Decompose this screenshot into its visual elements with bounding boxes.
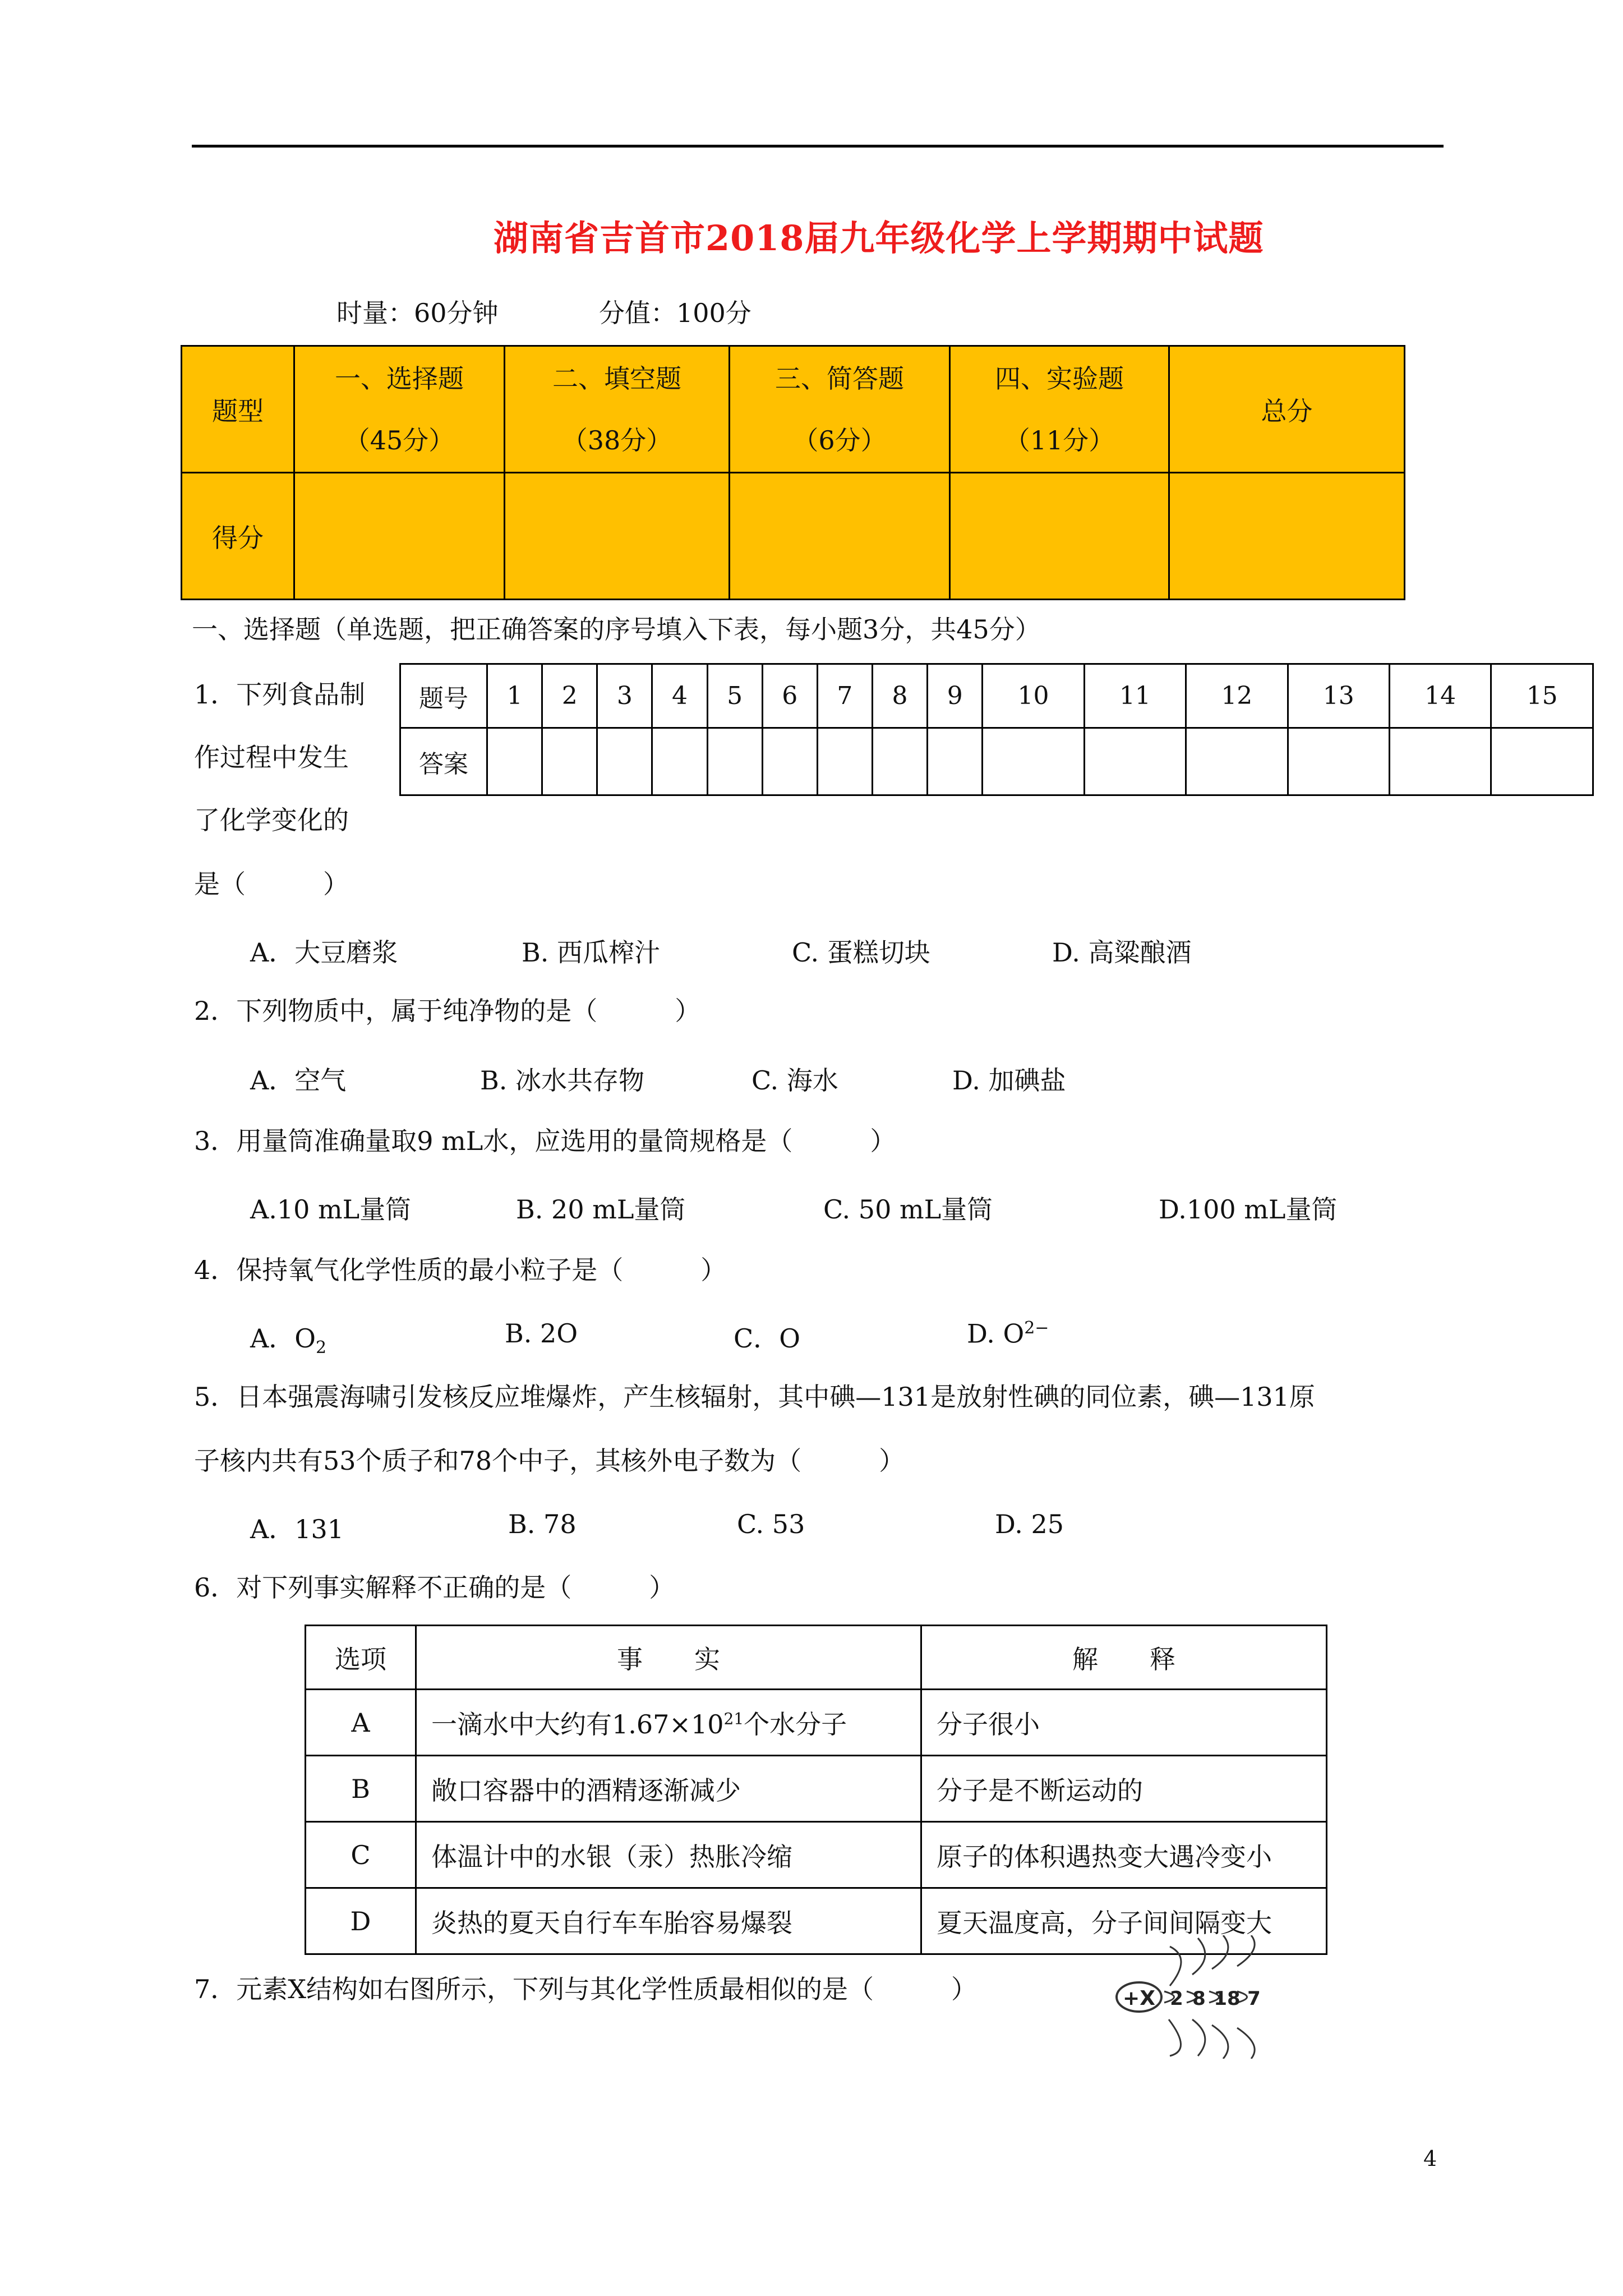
score-cell[interactable] — [294, 473, 505, 600]
answer-grid-number: 13 — [1288, 664, 1389, 728]
q6-row-explanation: 分子很小 — [921, 1690, 1327, 1756]
electron-shell-arc — [1192, 2019, 1205, 2056]
answer-grid-number: 10 — [983, 664, 1084, 728]
answer-grid-answer-label: 答案 — [400, 728, 487, 795]
q3-option-b: B. 20 mL量筒 — [516, 1194, 686, 1225]
q4-option-a-subscript: 2 — [315, 1338, 327, 1358]
header-rule — [192, 145, 1444, 148]
score-cell[interactable] — [1169, 473, 1405, 600]
answer-cell[interactable] — [1084, 728, 1186, 795]
answer-grid-number: 12 — [1186, 664, 1288, 728]
score-cell[interactable] — [730, 473, 950, 600]
electron-shell-arc — [1212, 1935, 1228, 1969]
q3-option-d: D.100 mL量筒 — [1159, 1194, 1338, 1225]
atom-shell-count: 2 — [1170, 1987, 1183, 2010]
q1-option-b: B. 西瓜榨汁 — [522, 937, 661, 968]
q3-option-a: A.10 mL量筒 — [250, 1194, 412, 1225]
q6-header-explanation: 解 释 — [921, 1626, 1327, 1690]
q1-line-1: 1．下列食品制 — [194, 679, 366, 710]
total-score: 分值：100分 — [599, 298, 751, 328]
q5-option-c: C. 53 — [737, 1509, 805, 1539]
answer-cell[interactable] — [928, 728, 983, 795]
q6-row-option: D — [306, 1888, 416, 1954]
score-table-col-total: 总分 — [1169, 346, 1405, 473]
answer-grid-number-label: 题号 — [400, 664, 487, 728]
atom-nucleus-label: +X — [1123, 1987, 1155, 2010]
atom-structure-diagram — [1108, 1935, 1321, 2059]
q6-row-option: B — [306, 1756, 416, 1822]
q4-option-a: A．$O_2$ — [250, 1323, 327, 1358]
answer-grid — [399, 663, 1594, 796]
q6-row-fact: 炎热的夏天自行车车胎容易爆裂 — [416, 1888, 921, 1954]
q6-row-explanation: 原子的体积遇热变大遇冷变小 — [921, 1822, 1327, 1888]
answer-grid-number: 14 — [1389, 664, 1491, 728]
q6-row-b — [306, 1756, 1327, 1822]
q1-option-c: C. 蛋糕切块 — [792, 937, 930, 968]
q2-option-d: D. 加碘盐 — [952, 1065, 1066, 1096]
q6-row-explanation: 分子是不断运动的 — [921, 1756, 1327, 1822]
answer-cell[interactable] — [1389, 728, 1491, 795]
answer-cell[interactable] — [487, 728, 542, 795]
electron-shell-arc — [1212, 2025, 1228, 2059]
answer-grid-number: 7 — [817, 664, 872, 728]
q6-row-option: C — [306, 1822, 416, 1888]
answer-cell[interactable] — [1186, 728, 1288, 795]
answer-cell[interactable] — [707, 728, 762, 795]
q1-line-4: 是（ ） — [194, 869, 349, 899]
answer-grid-number: 5 — [707, 664, 762, 728]
electron-shell-arc — [1170, 1947, 1181, 1986]
atom-shell-count: 18 — [1214, 1987, 1241, 2010]
q2-option-a: A．空气 — [250, 1065, 347, 1096]
answer-grid-number: 8 — [872, 664, 927, 728]
score-cell[interactable] — [950, 473, 1169, 600]
q6-row-explanation: 夏天温度高，分子间间隔变大 — [921, 1888, 1327, 1954]
score-table-col-choice: 一、选择题 （45分） — [294, 346, 505, 473]
q2-option-b: B. 冰水共存物 — [480, 1065, 645, 1096]
score-table-col-experiment: 四、实验题 （11分） — [950, 346, 1169, 473]
q1-option-a: A．大豆磨浆 — [250, 937, 398, 968]
answer-cell[interactable] — [762, 728, 817, 795]
answer-grid-number: 9 — [928, 664, 983, 728]
answer-grid-number: 4 — [652, 664, 707, 728]
q6-table — [305, 1625, 1327, 1955]
electron-shell-arc — [1169, 2019, 1181, 2056]
q4-option-d: D. $O^{2-}$ — [967, 1318, 1049, 1349]
score-table-score-label: 得分 — [182, 473, 294, 600]
q2-option-c: C. 海水 — [751, 1065, 838, 1096]
answer-cell[interactable] — [652, 728, 707, 795]
atom-shell-count: 8 — [1192, 1987, 1206, 2010]
q4-option-d-superscript: 2− — [1024, 1318, 1049, 1338]
score-table-type-label: 题型 — [182, 346, 294, 473]
atom-shell-count: 7 — [1247, 1987, 1261, 2010]
q6-row-c — [306, 1822, 1327, 1888]
answer-grid-number: 6 — [762, 664, 817, 728]
q1-line-2: 作过程中发生 — [194, 742, 349, 772]
score-table — [181, 345, 1405, 600]
q3-stem: 3．用量筒准确量取9 mL水，应选用的量筒规格是（ ） — [194, 1126, 896, 1156]
q5-option-b: B. 78 — [508, 1509, 577, 1539]
q2-stem: 2．下列物质中，属于纯净物的是（ ） — [194, 996, 701, 1026]
answer-grid-number: 3 — [597, 664, 652, 728]
answer-cell[interactable] — [597, 728, 652, 795]
q6-row-fact: 敞口容器中的酒精逐渐减少 — [416, 1756, 921, 1822]
electron-shell-arc — [1237, 2028, 1255, 2059]
answer-grid-number: 1 — [487, 664, 542, 728]
q6-row-fact: 体温计中的水银（汞）热胀冷缩 — [416, 1822, 921, 1888]
answer-cell[interactable] — [1288, 728, 1389, 795]
electron-shell-arc — [1237, 1935, 1255, 1966]
q6-row-a — [306, 1690, 1327, 1756]
section1-heading: 一、选择题（单选题，把正确答案的序号填入下表，每小题3分，共45分） — [192, 614, 1041, 645]
q1-line-3: 了化学变化的 — [194, 805, 349, 835]
q6-header-option: 选项 — [306, 1626, 416, 1690]
q5-line-1: 5．日本强震海啸引发核反应堆爆炸，产生核辐射，其中碘—131是放射性碘的同位素，碘—131原 — [194, 1382, 1315, 1412]
electron-shell-arc — [1192, 1938, 1205, 1975]
time-limit: 时量：60分钟 — [336, 298, 499, 328]
answer-cell[interactable] — [817, 728, 872, 795]
q5-option-a: A．131 — [250, 1514, 344, 1544]
q6-header-fact: 事 实 — [416, 1626, 921, 1690]
answer-cell[interactable] — [1491, 728, 1593, 795]
q5-option-d: D. 25 — [995, 1509, 1064, 1539]
answer-grid-number: 11 — [1084, 664, 1186, 728]
q7-stem: 7．元素X结构如右图所示，下列与其化学性质最相似的是（ ） — [194, 1974, 978, 2004]
q4-option-c: C．O — [734, 1323, 800, 1354]
q1-option-d: D. 高粱酿酒 — [1052, 937, 1192, 968]
answer-grid-number: 15 — [1491, 664, 1593, 728]
q3-option-c: C. 50 mL量筒 — [823, 1194, 993, 1225]
exam-title: 湖南省吉首市2018届九年级化学上学期期中试题 — [494, 218, 1264, 259]
q6-row-option: A — [306, 1690, 416, 1756]
q6-row-fact: 一滴水中大约有$1.67\times 10^{21}$个水分子 — [416, 1690, 921, 1756]
answer-cell[interactable] — [872, 728, 927, 795]
score-table-col-short: 三、简答题 （6分） — [730, 346, 950, 473]
score-cell[interactable] — [505, 473, 730, 600]
page-number: 4 — [1423, 2146, 1437, 2171]
answer-cell[interactable] — [983, 728, 1084, 795]
q5-line-2: 子核内共有53个质子和78个中子，其核外电子数为（ ） — [194, 1446, 905, 1476]
answer-cell[interactable] — [542, 728, 597, 795]
score-table-col-fill: 二、填空题 （38分） — [505, 346, 730, 473]
answer-grid-number: 2 — [542, 664, 597, 728]
q6-stem: 6．对下列事实解释不正确的是（ ） — [194, 1572, 675, 1603]
q4-option-b: B. 2O — [505, 1318, 578, 1349]
q4-stem: 4．保持氧气化学性质的最小粒子是（ ） — [194, 1255, 727, 1285]
